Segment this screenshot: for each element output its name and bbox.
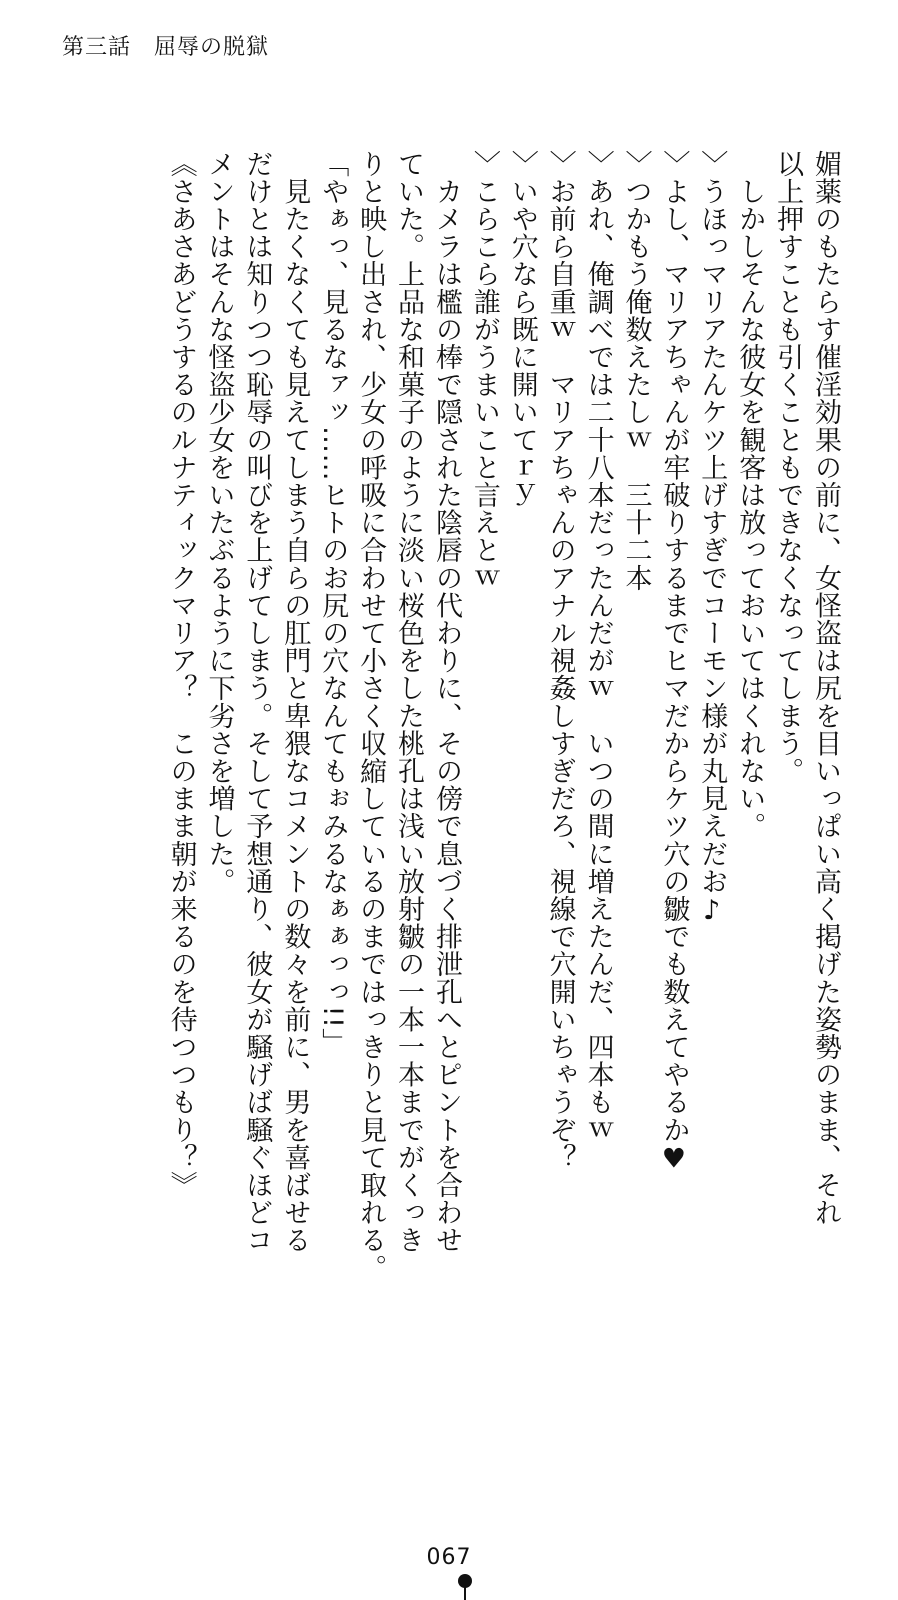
- text-line: しかしそんな彼女を観客は放っておいてはくれない。: [734, 150, 766, 840]
- text-line: 以上押すことも引くこともできなくなってしまう。: [772, 150, 804, 785]
- text-line: 〉つかもう俺数えたしｗ 三十二本: [620, 150, 652, 592]
- text-line: 〉あれ、俺調べでは二十八本だったんだがｗ いつの間に増えたんだ、四本もｗ: [582, 150, 614, 1144]
- text-line: 《さあさあどうするのルナティックマリア？ このまま朝が来るのを待つつもり？》: [165, 150, 197, 1199]
- chapter-running-head: 第三話 屈辱の脱獄: [62, 35, 270, 60]
- body-text: [44, 150, 844, 1450]
- text-line: ていた。上品な和菓子のように淡い桜色をした桃孔は浅い放射皺の一本一本までがくっき: [393, 150, 425, 1254]
- page-number: 067: [426, 1545, 472, 1570]
- text-line: 「やぁっ、見るなァッ……ヒトのお尻の穴なんてもぉみるなぁぁっっ!!」: [317, 150, 349, 1057]
- text-line: 見たくなくても見えてしまう自らの肛門と卑猥なコメントの数々を前に、男を喜ばせる: [279, 150, 311, 1254]
- text-line: だけとは知りつつ恥辱の叫びを上げてしまう。そして予想通り、彼女が騒げば騒ぐほどコ: [241, 150, 273, 1254]
- text-line: 〉よし、マリアちゃんが牢破りするまでヒマだからケツ穴の皺でも数えてやるか♥: [658, 150, 690, 1176]
- text-line: メントはそんな怪盗少女をいたぶるように下劣さを増した。: [203, 150, 235, 896]
- text-line: 〉いや穴なら既に開いてｒｙ: [506, 150, 538, 509]
- text-line: 媚薬のもたらす催淫効果の前に、女怪盗は尻を目いっぱい高く掲げた姿勢のまま、それ: [810, 150, 841, 1227]
- text-line: カメラは檻の棒で隠された陰唇の代わりに、その傍で息づく排泄孔へとピントを合わせ: [430, 150, 462, 1254]
- text-line: 〉お前ら自重ｗ マリアちゃんのアナル視姦しすぎだろ、視線で穴開いちゃうぞ？: [544, 150, 576, 1172]
- folio-line: [464, 1578, 466, 1600]
- text-line: りと映し出され、少女の呼吸に合わせて小さく収縮しているのまではっきりと見て取れる。: [355, 150, 387, 1282]
- text-line: 〉うほっマリアたんケツ上げすぎでコーモン様が丸見えだお♪: [696, 150, 728, 927]
- text-line: 〉こらこら誰がうまいこと言えとｗ: [468, 150, 500, 592]
